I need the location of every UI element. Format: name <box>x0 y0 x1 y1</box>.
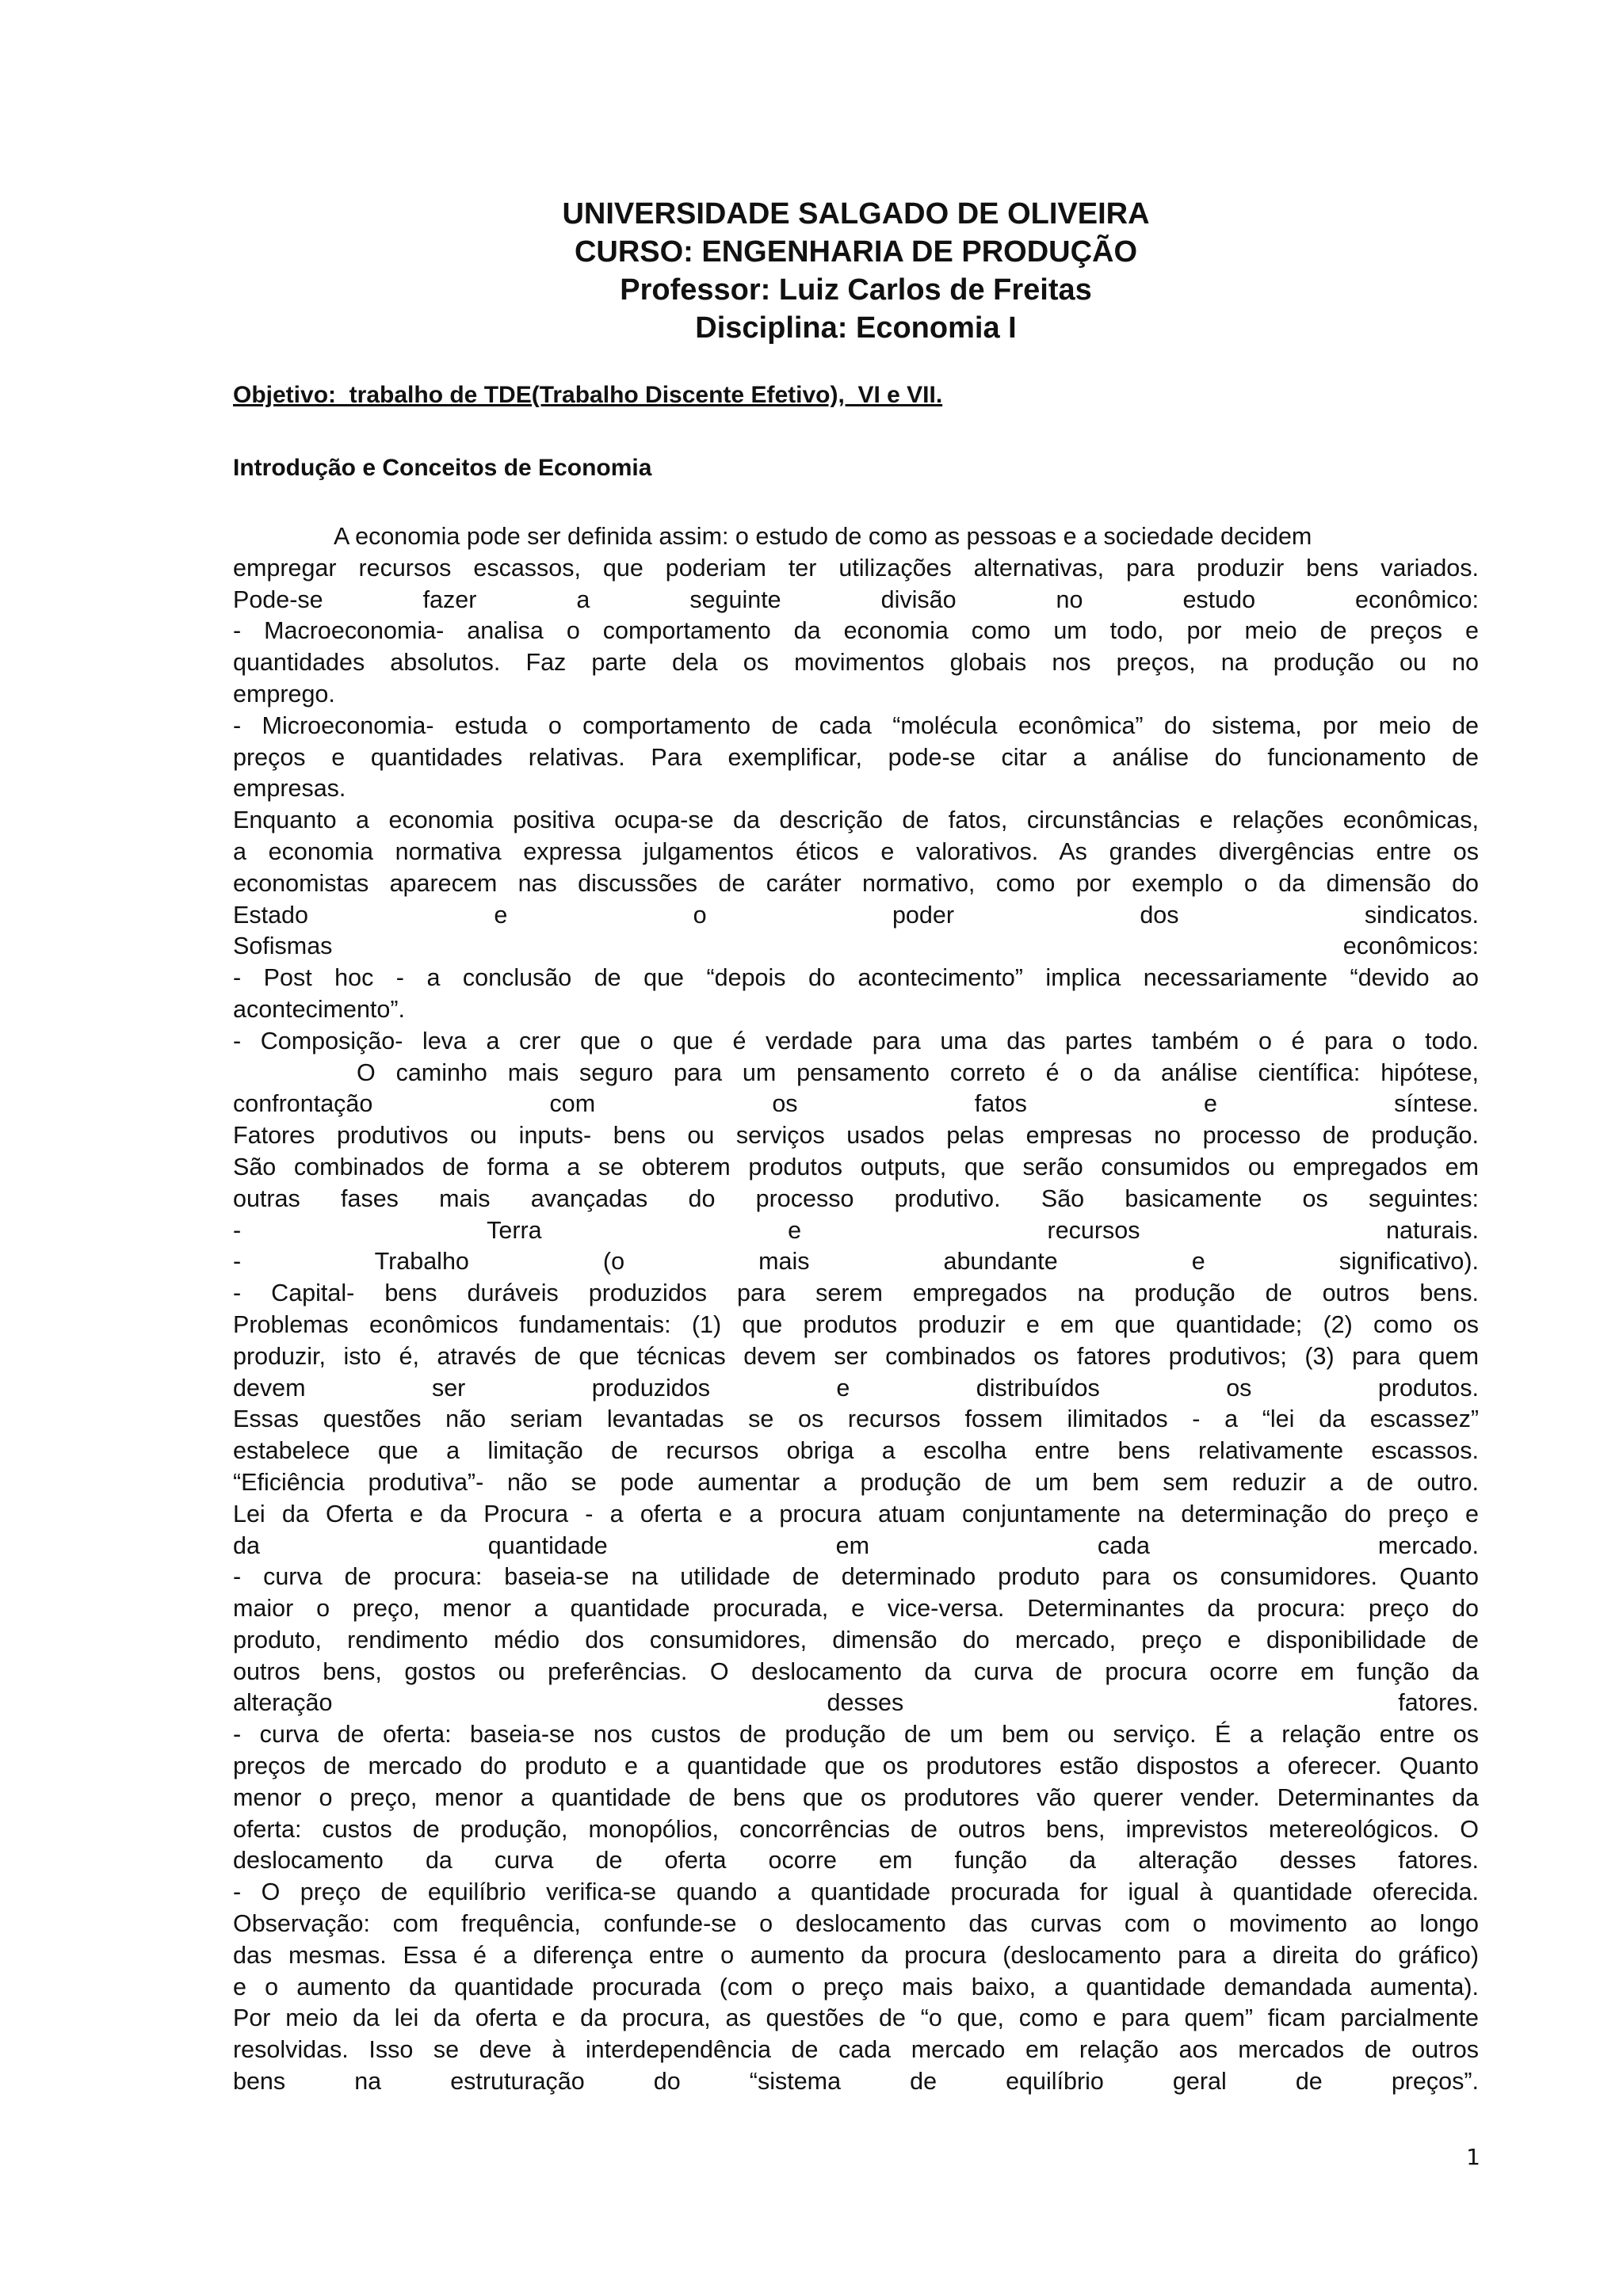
text-line: - Post hoc - a conclusão de que “depois do acontecimento” implica necessariamente “devido ao <box>233 964 1479 992</box>
text-line: Estado e o poder dos sindicatos. <box>233 901 1479 929</box>
text-line: e o aumento da quantidade procurada (com o preço mais baixo, a quantidade demandada aumenta). <box>233 1973 1479 2000</box>
text-line: economistas aparecem nas discussões de caráter normativo, como por exemplo o da dimensão do <box>233 869 1479 897</box>
objective-line: Objetivo: trabalho de TDE(Trabalho Discente Efetivo), VI e VII. <box>233 382 943 408</box>
discipline-name: Disciplina: Economia I <box>695 311 1017 345</box>
text-line: - Microeconomia- estuda o comportamento de cada “molécula econômica” do sistema, por meio de <box>233 711 1479 739</box>
text-line: resolvidas. Isso se deve à interdependência de cada mercado em relação aos mercados de outros <box>233 2036 1479 2064</box>
text-line: Por meio da lei da oferta e da procura, as questões de “o que, como e para quem” ficam parcialmente <box>233 2004 1479 2032</box>
text-line: O caminho mais seguro para um pensamento correto é o da análise científica: hipótese, <box>357 1058 1479 1086</box>
text-line: outras fases mais avançadas do processo produtivo. São basicamente os seguintes: <box>233 1184 1479 1212</box>
text-line: devem ser produzidos e distribuídos os produtos. <box>233 1374 1479 1402</box>
text-line: confrontação com os fatos e síntese. <box>233 1090 1479 1118</box>
text-line: Fatores produtivos ou inputs- bens ou serviços usados pelas empresas no processo de produção. <box>233 1122 1479 1150</box>
text-line: emprego. <box>233 680 335 707</box>
text-line: - Capital- bens duráveis produzidos para serem empregados na produção de outros bens. <box>233 1280 1479 1307</box>
university-name: UNIVERSIDADE SALGADO DE OLIVEIRA <box>562 197 1150 231</box>
text-line: Lei da Oferta e da Procura - a oferta e a procura atuam conjuntamente na determinação do preço e <box>233 1500 1479 1527</box>
text-line: preços de mercado do produto e a quantidade que os produtores estão dispostos a oferecer. Quanto <box>233 1753 1479 1780</box>
text-line: da quantidade em cada mercado. <box>233 1531 1479 1559</box>
text-line: produto, rendimento médio dos consumidores, dimensão do mercado, preço e disponibilidade de <box>233 1626 1479 1653</box>
text-line: Enquanto a economia positiva ocupa-se da descrição de fatos, circunstâncias e relações econômicas, <box>233 807 1479 834</box>
text-line: alteração desses fatores. <box>233 1689 1479 1717</box>
text-line: Observação: com frequência, confunde-se o deslocamento das curvas com o movimento ao longo <box>233 1910 1479 1938</box>
text-line: maior o preço, menor a quantidade procurada, e vice-versa. Determinantes da procura: preço do <box>233 1595 1479 1623</box>
page-number: 1 <box>1466 2144 1480 2170</box>
text-line: Problemas econômicos fundamentais: (1) que produtos produzir e em que quantidade; (2) como os <box>233 1310 1479 1338</box>
text-line <box>233 2098 1479 2130</box>
text-line: São combinados de forma a se obterem produtos outputs, que serão consumidos ou empregados em <box>233 1153 1479 1180</box>
text-line: produzir, isto é, através de que técnicas devem ser combinados os fatores produtivos; (3) para quem <box>233 1342 1479 1370</box>
text-line: A economia pode ser definida assim: o estudo de como as pessoas e a sociedade decidem <box>334 523 1312 550</box>
text-line: preços e quantidades relativas. Para exemplificar, pode-se citar a análise do funcionamento de <box>233 743 1479 771</box>
text-line: - O preço de equilíbrio verifica-se quando a quantidade procurada for igual à quantidade oferecida. <box>233 1878 1479 1906</box>
section-title: Introdução e Conceitos de Economia <box>233 455 652 481</box>
document-header <box>233 195 1479 347</box>
text-line: - Composição- leva a crer que o que é verdade para uma das partes também o é para o todo. <box>233 1027 1479 1055</box>
text-line: menor o preço, menor a quantidade de bens que os produtores vão querer vender. Determinantes da <box>233 1783 1479 1811</box>
text-line: Pode-se fazer a seguinte divisão no estudo econômico: <box>233 585 1479 613</box>
text-line: acontecimento”. <box>233 995 405 1023</box>
text-line: a economia normativa expressa julgamentos éticos e valorativos. As grandes divergências entre os <box>233 837 1479 865</box>
text-line: “Eficiência produtiva”- não se pode aumentar a produção de um bem sem reduzir a de outro. <box>233 1468 1479 1496</box>
text-line: empresas. <box>233 775 346 803</box>
body-text <box>233 521 1479 2130</box>
text-line: estabelece que a limitação de recursos obriga a escolha entre bens relativamente escassos. <box>233 1437 1479 1465</box>
text-line: - Macroeconomia- analisa o comportamento da economia como um todo, por meio de preços e <box>233 617 1479 645</box>
text-line: das mesmas. Essa é a diferença entre o aumento da procura (deslocamento para a direita do gráfico) <box>233 1941 1479 1969</box>
text-line: outros bens, gostos ou preferências. O deslocamento da curva de procura ocorre em função da <box>233 1657 1479 1685</box>
text-line: bens na estruturação do “sistema de equilíbrio geral de preços”. <box>233 2068 1479 2096</box>
text-line: oferta: custos de produção, monopólios, concorrências de outros bens, imprevistos metereológicos. O <box>233 1815 1479 1843</box>
text-line: - Trabalho (o mais abundante e significativo). <box>233 1248 1479 1276</box>
text-line: Essas questões não seriam levantadas se os recursos fossem ilimitados - a “lei da escassez” <box>233 1405 1479 1433</box>
professor-name: Professor: Luiz Carlos de Freitas <box>620 273 1092 307</box>
text-line: deslocamento da curva de oferta ocorre em função da alteração desses fatores. <box>233 1847 1479 1875</box>
text-line: - curva de procura: baseia-se na utilidade de determinado produto para os consumidores. Quanto <box>233 1563 1479 1591</box>
text-line: - Terra e recursos naturais. <box>233 1216 1479 1244</box>
text-line: quantidades absolutos. Faz parte dela os movimentos globais nos preços, na produção ou no <box>233 649 1479 677</box>
text-line: Sofismas econômicos: <box>233 933 1479 960</box>
course-name: CURSO: ENGENHARIA DE PRODUÇÃO <box>574 235 1138 269</box>
text-line: empregar recursos escassos, que poderiam ter utilizações alternativas, para produzir bens variados. <box>233 554 1479 582</box>
text-line: - curva de oferta: baseia-se nos custos de produção de um bem ou serviço. É a relação entre os <box>233 1721 1479 1749</box>
